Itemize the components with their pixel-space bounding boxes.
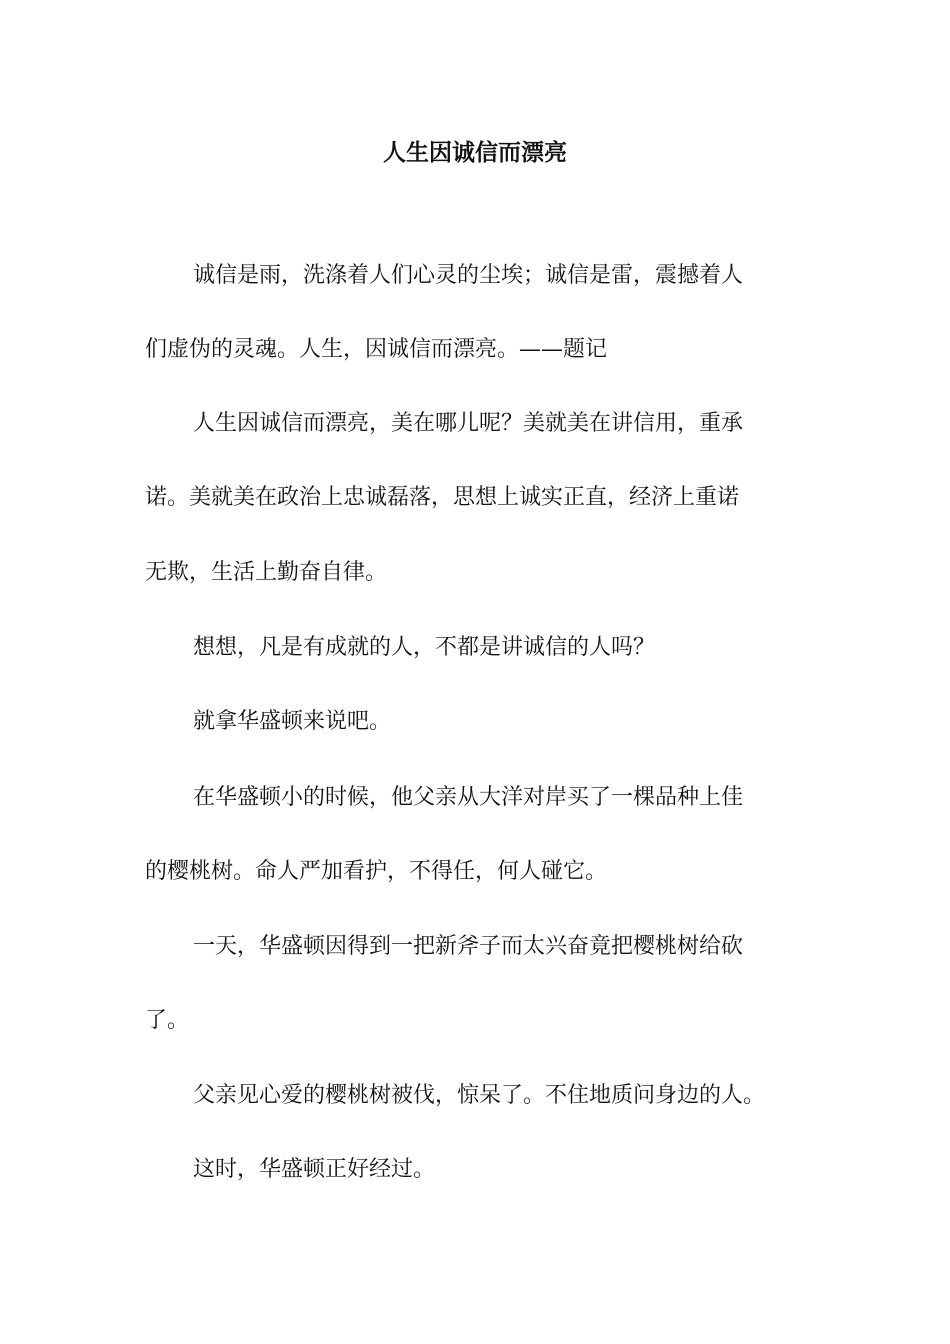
paragraph-line: 一天，华盛顿因得到一把新斧子而太兴奋竟把樱桃树给砍	[193, 934, 744, 959]
paragraph-line: 这时，华盛顿正好经过。	[193, 1157, 436, 1182]
paragraph-line: 诚信是雨，洗涤着人们心灵的尘埃；诚信是雷，震撼着人	[193, 263, 744, 288]
paragraph-line: 在华盛顿小的时候，他父亲从大洋对岸买了一棵品种上佳	[193, 785, 744, 810]
paragraph-line: 了。	[145, 1008, 190, 1033]
paragraph-line: 想想，凡是有成就的人，不都是讲诚信的人吗？	[193, 635, 656, 660]
document-title: 人生因诚信而漂亮	[383, 139, 567, 166]
paragraph-line: 的樱桃树。命人严加看护，不得任，何人碰它。	[145, 859, 608, 884]
paragraph-line: 人生因诚信而漂亮，美在哪儿呢？美就美在讲信用，重承	[193, 411, 744, 436]
paragraph-line: 父亲见心爱的樱桃树被伐，惊呆了。不住地质问身边的人。	[193, 1083, 766, 1108]
paragraph-line: 就拿华盛顿来说吧。	[193, 709, 392, 734]
paragraph-line: 无欺，生活上勤奋自律。	[145, 560, 388, 585]
paragraph-line: 们虚伪的灵魂。人生，因诚信而漂亮。——题记	[145, 337, 608, 362]
paragraph-line: 诺。美就美在政治上忠诚磊落，思想上诚实正直，经济上重诺	[145, 485, 740, 510]
